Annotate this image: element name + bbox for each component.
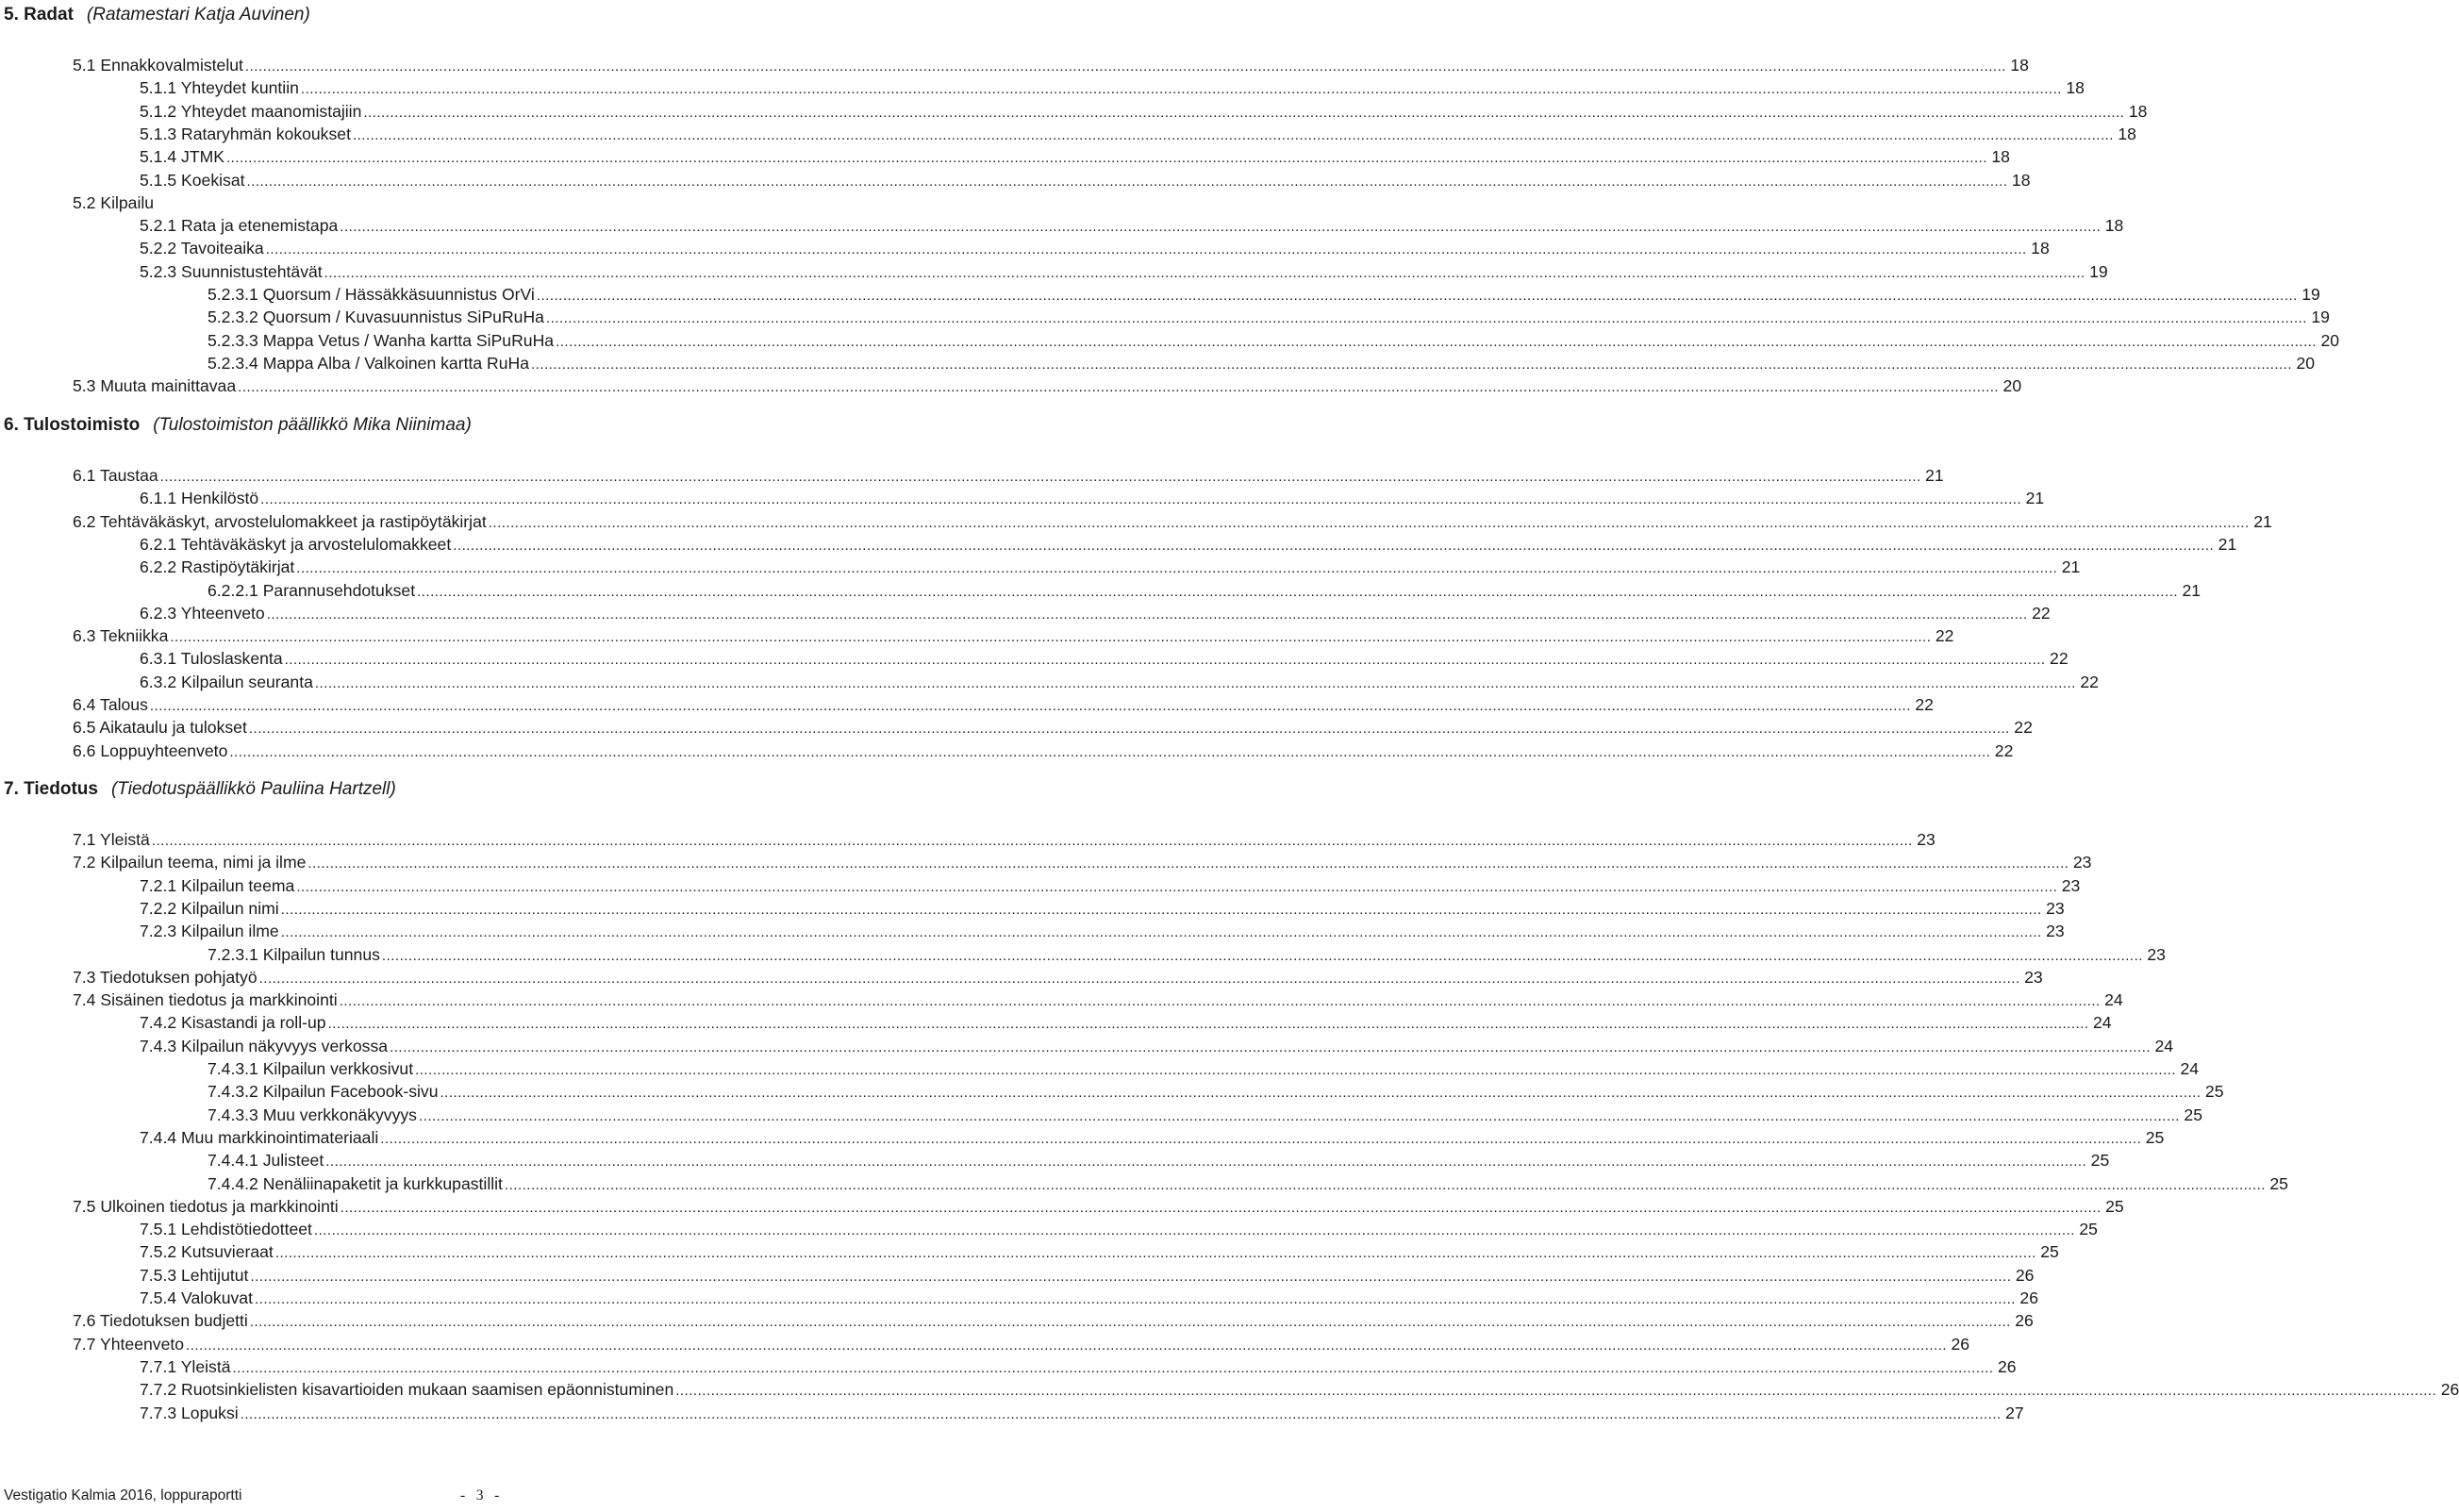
toc-entry[interactable] [73, 718, 2033, 740]
dot-leader: ................................................................................................................................................................................................................................................................................................................................................................................................................ [417, 583, 2179, 600]
section-subtitle: (Ratamestari Katja Auvinen) [86, 5, 310, 25]
footer-page-number: - 3 - [460, 1487, 500, 1504]
toc-entry-label: 5.2.3.1 Quorsum / Hässäkkäsuunnistus OrVi [208, 285, 535, 304]
toc-entry-page: 23 [2061, 875, 2081, 895]
toc-entry-page: 22 [1994, 740, 2014, 760]
toc-entry-label: 5.1 Ennakkovalmistelut [73, 56, 243, 75]
toc-entry-page: 23 [2072, 853, 2092, 872]
dot-leader: ................................................................................................................................................................................................................................................................................................................................................................................................................ [531, 356, 2293, 373]
toc-entry-label: 7.6 Tiedotuksen budjetti [73, 1311, 248, 1331]
toc-entry-label: 7.7.3 Lopuksi [140, 1403, 239, 1422]
toc-entry-page: 18 [1991, 147, 2010, 167]
toc-entry-label: 7.2.1 Kilpailun teema [140, 875, 295, 895]
toc-entry-label: 5.1.3 Rataryhmän kokoukset [140, 124, 351, 143]
dot-leader: ................................................................................................................................................................................................................................................................................................................................................................................................................ [232, 1359, 1994, 1376]
toc-entry-label: 7.3 Tiedotuksen pohjatyö [73, 967, 258, 987]
dot-leader: ................................................................................................................................................................................................................................................................................................................................................................................................................ [339, 993, 2101, 1010]
dot-leader: ................................................................................................................................................................................................................................................................................................................................................................................................................ [254, 1291, 2016, 1307]
toc-entry-page: 18 [2104, 216, 2124, 236]
toc-entry-page: 26 [2015, 1311, 2034, 1331]
dot-leader: ................................................................................................................................................................................................................................................................................................................................................................................................................ [246, 173, 2008, 190]
dot-leader: ................................................................................................................................................................................................................................................................................................................................................................................................................ [274, 1245, 2036, 1262]
dot-leader: ................................................................................................................................................................................................................................................................................................................................................................................................................ [440, 1085, 2201, 1102]
dot-leader: ................................................................................................................................................................................................................................................................................................................................................................................................................ [248, 721, 2010, 738]
dot-leader: ................................................................................................................................................................................................................................................................................................................................................................................................................ [284, 652, 2046, 669]
toc-entry[interactable] [140, 1356, 2017, 1380]
toc-entry[interactable] [140, 1265, 2035, 1288]
toc-entry[interactable] [73, 1196, 2124, 1220]
toc-entry-label: 6.2.2 Rastipöytäkirjat [140, 557, 295, 577]
toc-entry-label: 7.2.3 Kilpailun ilme [140, 922, 279, 941]
dot-leader: ................................................................................................................................................................................................................................................................................................................................................................................................................ [381, 947, 2143, 964]
dot-leader: ................................................................................................................................................................................................................................................................................................................................................................................................................ [324, 264, 2085, 281]
toc-entry-label: 7.1 Yleistä [73, 830, 150, 849]
toc-entry-label: 7.7.2 Ruotsinkielisten kisavartioiden mukaan saamisen epäonnistuminen [140, 1380, 674, 1400]
toc-entry-page: 22 [2080, 672, 2099, 691]
section-subtitle: (Tiedotuspäällikkö Pauliina Hartzell) [110, 779, 396, 799]
toc-entry-page: 18 [2066, 78, 2085, 98]
toc-entry[interactable] [140, 1013, 2112, 1036]
toc-entry-label: 7.5.2 Kutsuvieraat [140, 1242, 274, 1262]
toc-entry-label: 6.3.1 Tuloslaskenta [140, 649, 283, 669]
toc-entry-page: 26 [1951, 1334, 1970, 1354]
toc-entry-label: 7.4.4.2 Nenäliinapaketit ja kurkkupastillit [208, 1173, 503, 1193]
toc-entry[interactable] [208, 1082, 2224, 1105]
toc-entry-label: 5.2.3.2 Quorsum / Kuvasuunnistus SiPuRuHa [208, 307, 544, 327]
toc-entry[interactable] [140, 170, 2031, 193]
toc-entry-page: 24 [2104, 990, 2123, 1010]
toc-entry-label: 6.1 Taustaa [73, 466, 158, 485]
toc-entry[interactable] [140, 898, 2065, 922]
toc-entry-label: 6.1.1 Henkilöstö [140, 489, 259, 508]
dot-leader: ................................................................................................................................................................................................................................................................................................................................................................................................................ [159, 469, 1921, 485]
toc-entry-label: 6.3.2 Kilpailun seuranta [140, 672, 313, 691]
dot-leader: ................................................................................................................................................................................................................................................................................................................................................................................................................ [390, 1038, 2152, 1055]
section-heading [4, 415, 472, 436]
dot-leader: ................................................................................................................................................................................................................................................................................................................................................................................................................ [380, 1130, 2142, 1147]
dot-leader: ................................................................................................................................................................................................................................................................................................................................................................................................................ [556, 333, 2318, 350]
toc-entry[interactable] [208, 1059, 2200, 1082]
toc-entry-label: 6.4 Talous [73, 695, 148, 714]
toc-entry[interactable] [73, 56, 2029, 78]
toc-entry-page: 27 [2005, 1403, 2024, 1422]
toc-entry-page: 26 [2440, 1380, 2459, 1400]
toc-entry-label: 7.2.2 Kilpailun nimi [140, 898, 279, 918]
toc-entry-label: 5.2.3 Suunnistustehtävät [140, 261, 323, 281]
toc-entry[interactable] [73, 990, 2123, 1013]
toc-entry-page: 23 [2046, 922, 2065, 941]
toc-entry[interactable] [140, 1380, 2459, 1403]
dot-leader: ................................................................................................................................................................................................................................................................................................................................................................................................................ [280, 924, 2042, 941]
toc-entry-page: 24 [2092, 1013, 2112, 1033]
dot-leader: ................................................................................................................................................................................................................................................................................................................................................................................................................ [545, 310, 2307, 327]
dot-leader: ................................................................................................................................................................................................................................................................................................................................................................................................................ [352, 126, 2114, 143]
toc-entry[interactable] [73, 626, 1954, 649]
toc-entry[interactable] [73, 466, 1944, 489]
dot-leader: ................................................................................................................................................................................................................................................................................................................................................................................................................ [149, 698, 1911, 714]
dot-leader: ................................................................................................................................................................................................................................................................................................................................................................................................................ [327, 1016, 2089, 1033]
dot-leader: ................................................................................................................................................................................................................................................................................................................................................................................................................ [244, 58, 2006, 75]
toc-entry-label: 5.1.4 JTMK [140, 147, 224, 167]
toc-entry-label: 6.2.1 Tehtäväkäskyt ja arvostelulomakkeet [140, 534, 452, 554]
toc-entry-label: 7.4.2 Kisastandi ja roll-up [140, 1013, 326, 1033]
toc-entry[interactable] [208, 580, 2201, 604]
toc-entry[interactable] [140, 147, 2010, 170]
toc-entry[interactable] [208, 1105, 2202, 1128]
toc-entry[interactable] [140, 101, 2148, 125]
toc-entry[interactable] [208, 1173, 2288, 1197]
toc-entry-page: 21 [2182, 580, 2201, 600]
toc-entry-page: 18 [2010, 56, 2029, 75]
toc-entry-page: 21 [2253, 511, 2272, 531]
toc-entry[interactable] [140, 649, 2069, 672]
toc-entry-label: 7.5.4 Valokuvat [140, 1288, 253, 1307]
toc-entry-label: 7.4.3 Kilpailun näkyvyys verkossa [140, 1036, 389, 1055]
dot-leader: ................................................................................................................................................................................................................................................................................................................................................................................................................ [258, 970, 2020, 987]
toc-entry-page: 23 [2024, 967, 2043, 987]
toc-entry-page: 26 [1997, 1356, 2017, 1376]
toc-entry[interactable] [140, 1127, 2165, 1151]
toc-entry-page: 21 [2061, 557, 2081, 577]
toc-entry[interactable] [208, 944, 2166, 968]
toc-entry[interactable] [140, 78, 2085, 101]
toc-entry-label: 5.3 Muuta mainittavaa [73, 376, 237, 396]
dot-leader: ................................................................................................................................................................................................................................................................................................................................................................................................................ [170, 629, 1932, 646]
toc-entry-label: 7.4.3.3 Muu verkkonäkyvyys [208, 1105, 417, 1124]
toc-entry-page: 21 [2218, 534, 2237, 554]
dot-leader: ................................................................................................................................................................................................................................................................................................................................................................................................................ [225, 150, 1987, 167]
toc-entry[interactable] [73, 853, 2092, 875]
toc-entry-page: 24 [2180, 1059, 2200, 1078]
toc-entry[interactable] [73, 511, 2272, 535]
footer-title: Vestigatio Kalmia 2016, loppuraportti [4, 1487, 242, 1504]
dot-leader: ................................................................................................................................................................................................................................................................................................................................................................................................................ [186, 1337, 1948, 1354]
section-title: 6. Tulostoimisto [4, 415, 141, 435]
toc-entry-label: 7.5.1 Lehdistötiedotteet [140, 1220, 312, 1239]
toc-entry-label: 7.7 Yhteenveto [73, 1334, 185, 1354]
toc-entry-label: 7.4 Sisäinen tiedotus ja markkinointi [73, 990, 338, 1010]
toc-entry[interactable] [140, 534, 2237, 557]
toc-entry-label: 5.2 Kilpailu [73, 192, 155, 212]
dot-leader: ................................................................................................................................................................................................................................................................................................................................................................................................................ [363, 104, 2125, 121]
toc-entry-label: 6.5 Aikataulu ja tulokset [73, 718, 247, 738]
toc-entry-page: 19 [2089, 261, 2108, 281]
toc-entry[interactable] [140, 489, 2045, 511]
dot-leader: ................................................................................................................................................................................................................................................................................................................................................................................................................ [265, 241, 2027, 258]
toc-entry-page: 25 [2145, 1127, 2165, 1147]
toc-entry-page: 25 [2105, 1196, 2124, 1216]
toc-entry-label: 6.2.3 Yhteenveto [140, 603, 265, 623]
toc-entry-label: 7.7.1 Yleistä [140, 1356, 231, 1376]
dot-leader: ................................................................................................................................................................................................................................................................................................................................................................................................................ [250, 1268, 2012, 1285]
toc-entry-label: 7.4.4 Muu markkinointimateriaali [140, 1127, 379, 1147]
toc-entry[interactable] [140, 1036, 2174, 1059]
toc-entry-page: 21 [1925, 466, 1944, 485]
dot-leader: ................................................................................................................................................................................................................................................................................................................................................................................................................ [504, 1176, 2266, 1193]
toc-entry-page: 18 [2031, 239, 2050, 258]
toc-entry[interactable] [73, 740, 2014, 764]
dot-leader: ................................................................................................................................................................................................................................................................................................................................................................................................................ [453, 537, 2215, 554]
toc-entry[interactable] [140, 875, 2081, 899]
toc-entry[interactable] [208, 285, 2320, 307]
toc-entry[interactable] [140, 1403, 2024, 1426]
toc-entry[interactable] [140, 557, 2081, 580]
toc-entry-page: 22 [1915, 695, 1934, 714]
toc-entry[interactable] [73, 1311, 2034, 1334]
toc-entry[interactable] [73, 193, 885, 216]
toc-entry[interactable] [140, 216, 2124, 239]
toc-entry-label: 7.4.3.1 Kilpailun verkkosivut [208, 1059, 414, 1078]
toc-entry-page: 25 [2040, 1242, 2059, 1262]
toc-entry-page: 20 [2002, 376, 2022, 396]
toc-entry-label: 6.2 Tehtäväkäskyt, arvostelulomakkeet ja rastipöytäkirjat [73, 511, 487, 531]
toc-entry[interactable] [140, 261, 2108, 285]
section-title: 7. Tiedotus [4, 779, 98, 799]
dot-leader: ................................................................................................................................................................................................................................................................................................................................................................................................................ [307, 856, 2069, 872]
toc-entry-page: 18 [2118, 124, 2136, 143]
toc-entry-label: 7.4.4.1 Julisteet [208, 1151, 324, 1171]
section-title: 5. Radat [4, 5, 74, 25]
dot-leader: ................................................................................................................................................................................................................................................................................................................................................................................................................ [340, 1199, 2102, 1216]
toc-entry[interactable] [140, 672, 2099, 695]
toc-entry[interactable] [140, 603, 2051, 626]
toc-entry-label: 5.1.2 Yhteydet maanomistajiin [140, 101, 362, 121]
dot-leader: ................................................................................................................................................................................................................................................................................................................................................................................................................ [675, 1383, 2437, 1400]
dot-leader: ................................................................................................................................................................................................................................................................................................................................................................................................................ [488, 514, 2250, 531]
dot-leader: ................................................................................................................................................................................................................................................................................................................................................................................................................ [229, 743, 1991, 760]
toc-entry[interactable] [140, 922, 2065, 944]
toc-entry-page: 22 [2014, 718, 2033, 738]
toc-entry[interactable] [140, 239, 2050, 261]
toc-entry-page: 19 [2311, 307, 2330, 327]
toc-entry-label: 5.2.3.3 Mappa Vetus / Wanha kartta SiPuRuHa [208, 330, 555, 350]
toc-entry-page: 26 [2015, 1265, 2035, 1285]
toc-entry-label: 5.1.5 Koekisat [140, 170, 245, 190]
toc-entry-page: 24 [2154, 1036, 2174, 1055]
section-subtitle: (Tulostoimiston päällikkö Mika Niinimaa) [153, 415, 472, 435]
dot-leader: ................................................................................................................................................................................................................................................................................................................................................................................................................ [249, 1314, 2011, 1331]
toc-entry-page: 22 [2050, 649, 2069, 669]
toc-entry-page: 20 [2320, 330, 2340, 350]
toc-entry-page: 20 [2296, 353, 2316, 373]
dot-leader: ................................................................................................................................................................................................................................................................................................................................................................................................................ [340, 219, 2102, 236]
toc-entry-label: 7.4.3.2 Kilpailun Facebook-sivu [208, 1082, 439, 1102]
dot-leader: ................................................................................................................................................................................................................................................................................................................................................................................................................ [296, 560, 2058, 577]
toc-entry-page: 23 [2147, 944, 2166, 964]
toc-entry-page: 25 [2184, 1105, 2202, 1124]
toc-entry-page: 23 [2046, 898, 2065, 918]
toc-entry[interactable] [208, 1151, 2110, 1173]
toc-entry-label: 5.2.1 Rata ja etenemistapa [140, 216, 339, 236]
dot-leader: ................................................................................................................................................................................................................................................................................................................................................................................................................ [325, 1154, 2087, 1171]
toc-entry[interactable] [73, 1334, 1970, 1357]
toc-entry-label: 6.2.2.1 Parannusehdotukset [208, 580, 416, 600]
section-heading [4, 5, 310, 25]
toc-entry-page: 25 [2269, 1173, 2288, 1193]
toc-entry[interactable] [73, 695, 1934, 718]
toc-entry-page: 25 [2090, 1151, 2110, 1171]
toc-entry-label: 6.3 Tekniikka [73, 626, 169, 646]
toc-entry[interactable] [140, 1242, 2059, 1265]
toc-entry-label: 7.5 Ulkoinen tiedotus ja markkinointi [73, 1196, 339, 1216]
toc-entry-page: 18 [2128, 101, 2148, 121]
toc-entry-page: 25 [2079, 1220, 2098, 1239]
toc-entry[interactable] [73, 830, 1936, 853]
dot-leader: ................................................................................................................................................................................................................................................................................................................................................................................................................ [314, 674, 2076, 691]
dot-leader: ................................................................................................................................................................................................................................................................................................................................................................................................................ [238, 379, 2000, 396]
toc-entry[interactable] [208, 307, 2330, 330]
dot-leader: ................................................................................................................................................................................................................................................................................................................................................................................................................ [415, 1062, 2177, 1078]
dot-leader: ................................................................................................................................................................................................................................................................................................................................................................................................................ [280, 901, 2042, 918]
section-heading [4, 779, 396, 800]
dot-leader: ................................................................................................................................................................................................................................................................................................................................................................................................................ [296, 878, 2058, 895]
toc-entry[interactable] [73, 967, 2043, 990]
toc-entry-label: 5.1.1 Yhteydet kuntiin [140, 78, 299, 98]
toc-entry-page: 23 [1917, 830, 1936, 849]
toc-entry[interactable] [73, 376, 2022, 399]
toc-entry-page: 25 [2204, 1082, 2224, 1102]
toc-entry-page: 19 [2301, 285, 2320, 304]
toc-entry-page: 21 [2025, 489, 2045, 508]
dot-leader: ................................................................................................................................................................................................................................................................................................................................................................................................................ [418, 1107, 2180, 1124]
toc-entry-page: 18 [2011, 170, 2031, 190]
dot-leader: ................................................................................................................................................................................................................................................................................................................................................................................................................ [151, 833, 1913, 849]
toc-entry-page: 22 [1935, 626, 1954, 646]
toc-entry[interactable] [208, 353, 2316, 376]
toc-entry-label: 7.2.3.1 Kilpailun tunnus [208, 944, 380, 964]
dot-leader: ................................................................................................................................................................................................................................................................................................................................................................................................................ [240, 1405, 2002, 1422]
toc-entry[interactable] [208, 330, 2340, 354]
toc-entry-page: 22 [2032, 603, 2051, 623]
dot-leader: ................................................................................................................................................................................................................................................................................................................................................................................................................ [300, 81, 2062, 98]
toc-entry-page: 26 [2019, 1288, 2038, 1307]
dot-leader: ................................................................................................................................................................................................................................................................................................................................................................................................................ [266, 606, 2028, 623]
toc-entry-label: 6.6 Loppuyhteenveto [73, 740, 228, 760]
toc-entry[interactable] [140, 124, 2136, 147]
toc-entry[interactable] [140, 1288, 2038, 1311]
dot-leader: ................................................................................................................................................................................................................................................................................................................................................................................................................ [313, 1222, 2075, 1239]
toc-entry-label: 7.2 Kilpailun teema, nimi ja ilme [73, 853, 307, 872]
dot-leader: ................................................................................................................................................................................................................................................................................................................................................................................................................ [260, 491, 2022, 508]
toc-entry[interactable] [140, 1220, 2098, 1242]
toc-entry-label: 5.2.2 Tavoiteaika [140, 239, 264, 258]
toc-entry-label: 5.2.3.4 Mappa Alba / Valkoinen kartta RuHa [208, 353, 530, 373]
dot-leader: ................................................................................................................................................................................................................................................................................................................................................................................................................ [536, 288, 2298, 304]
toc-entry-label: 7.5.3 Lehtijutut [140, 1265, 249, 1285]
